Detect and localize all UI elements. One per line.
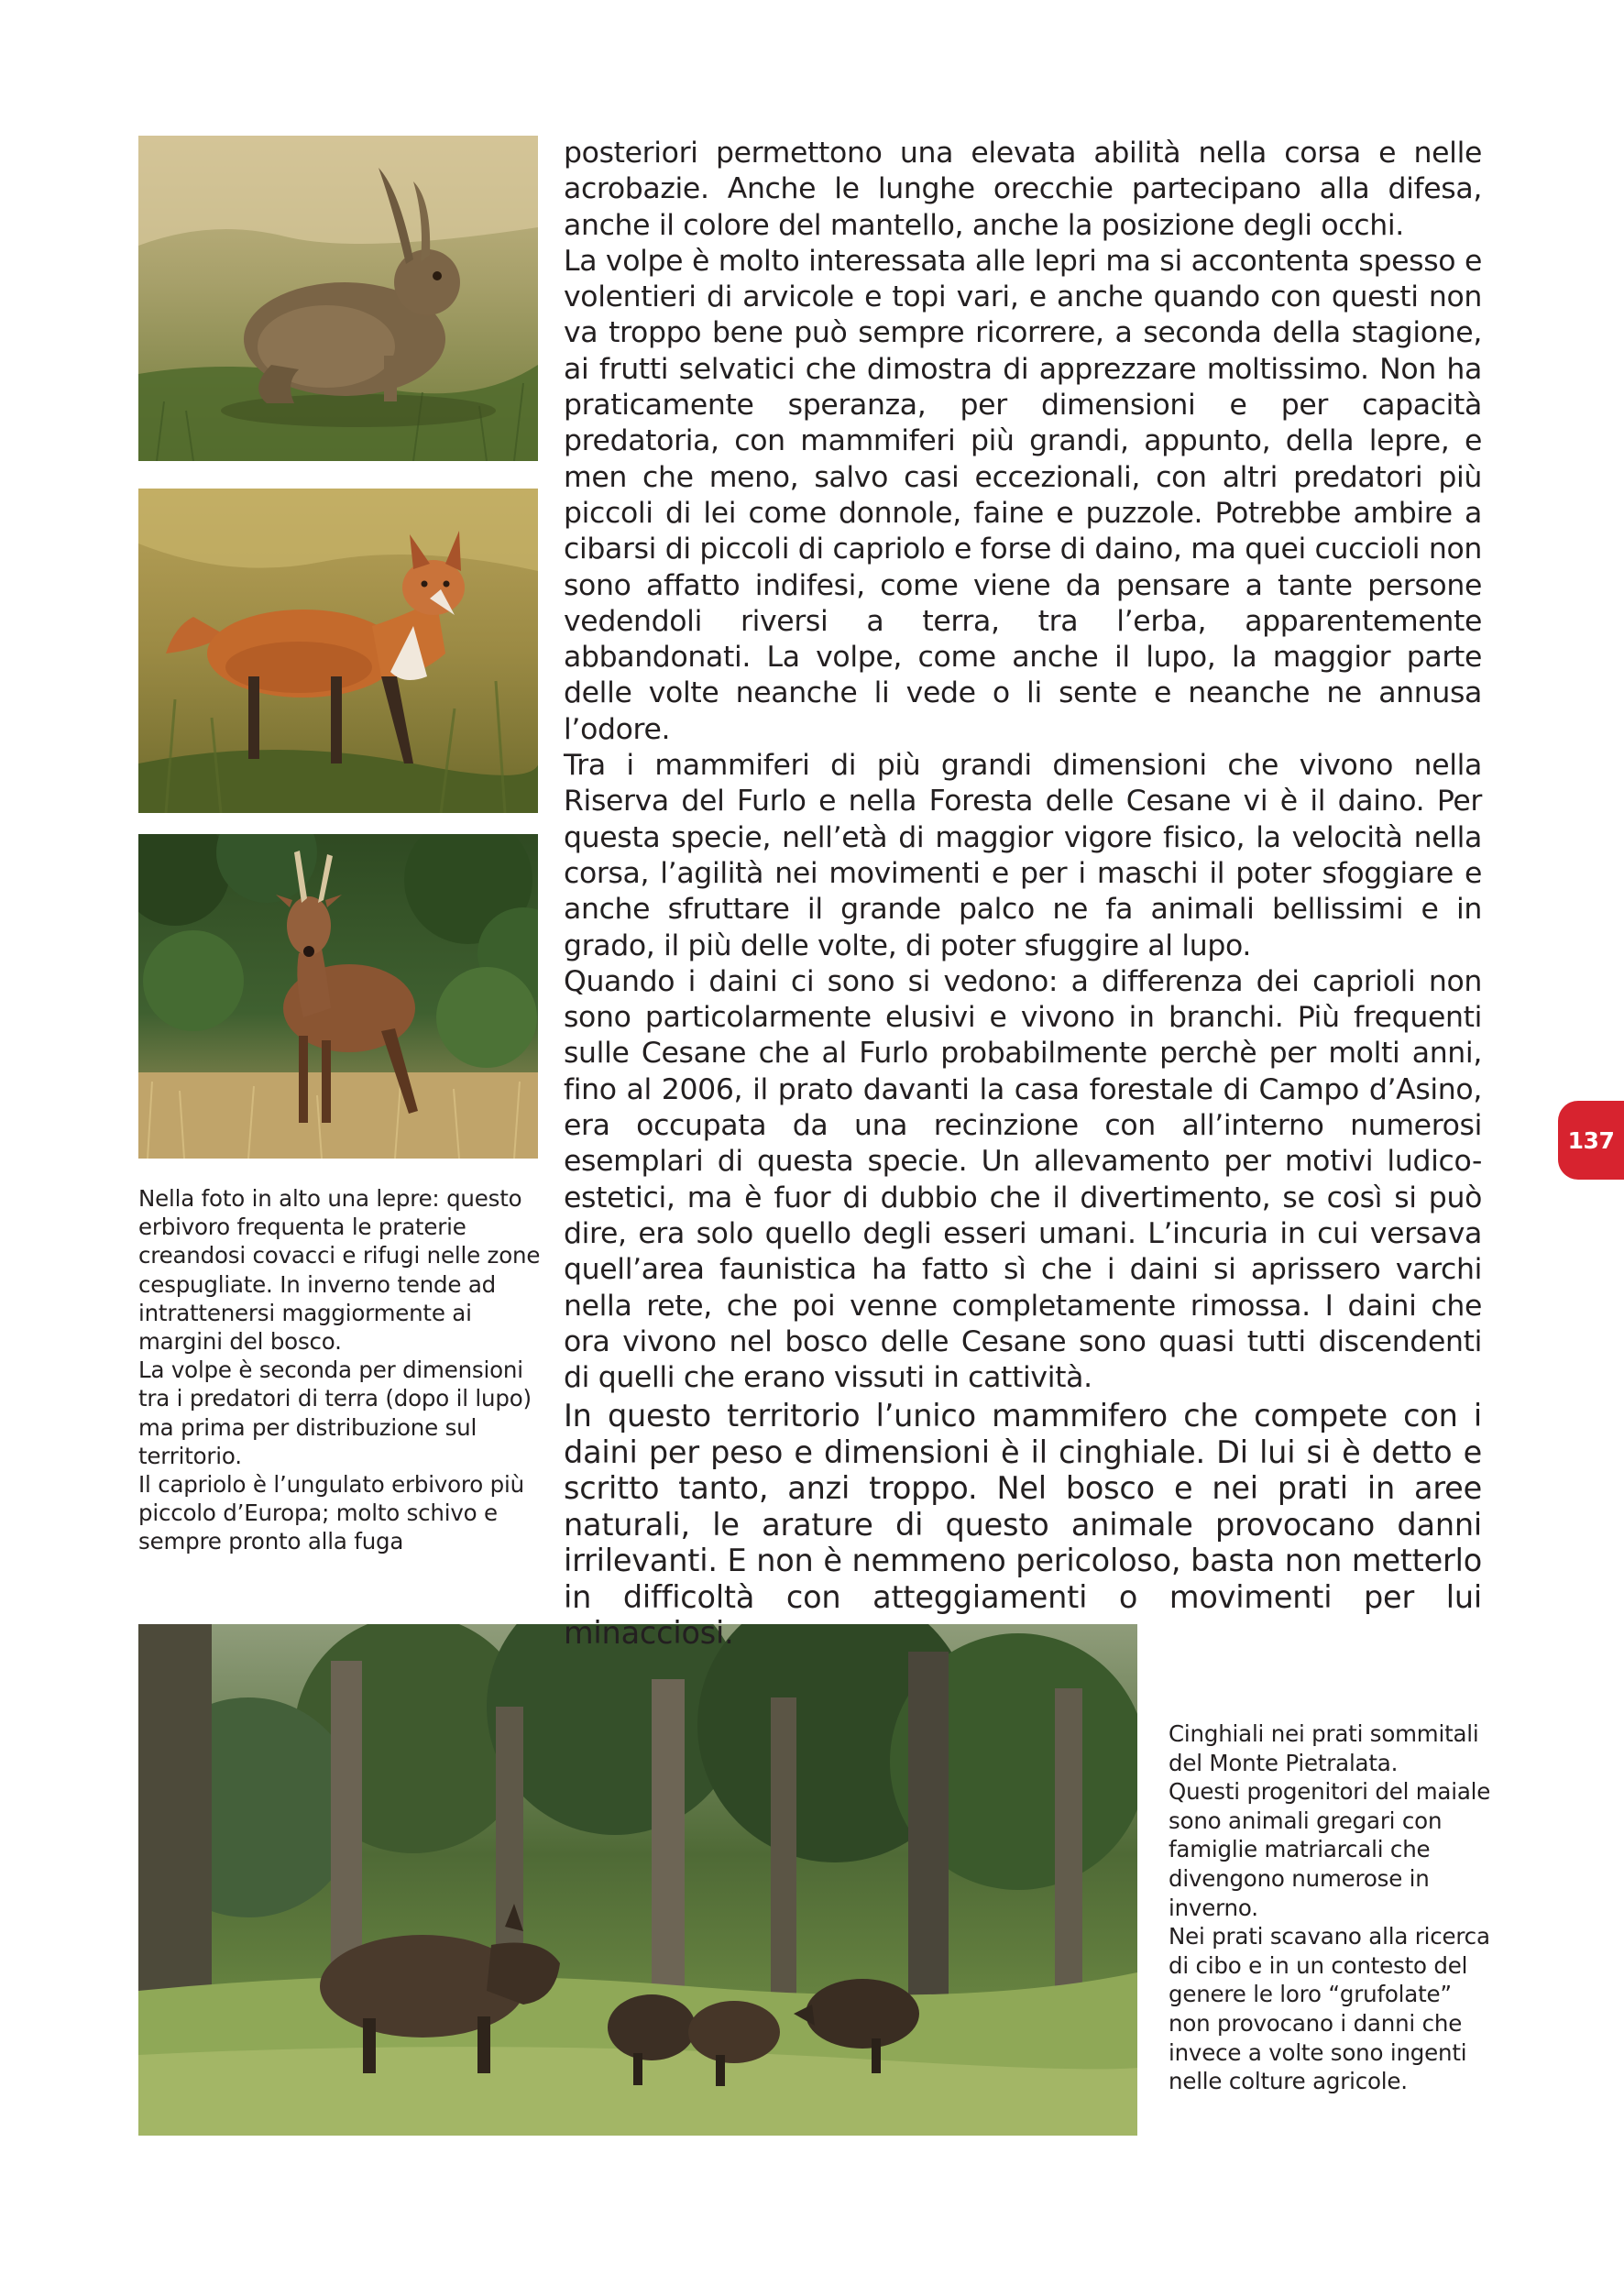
main-paragraph-5: In questo territorio l’unico mammifero che compete con i daini per peso e dimensioni è il cinghiale. Di lui si è detto e scritto tanto, anzi troppo. Nel bosco e nei prati in aree naturali, le arature di questo animale provocano danni irrilevanti. E non è nemmeno pericoloso, basta non metterlo in difficoltà con atteggiamenti o movimenti per lui minacciosi. (564, 1398, 1482, 1652)
page-number-tab (1558, 1101, 1624, 1180)
wild-boar-photo (138, 1624, 1137, 2136)
boar-photo-caption (1169, 1719, 1498, 2096)
main-paragraph-1: posteriori permettono una elevata abilità nella corsa e nelle acrobazie. Anche le lunghe orecchie partecipano alla difesa, anche il colore del mantello, anche la posizione degli occhi. (564, 137, 1482, 242)
main-paragraph-3: Tra i mammiferi di più grandi dimensioni che vivono nella Riserva del Furlo e nella Foresta delle Cesane vi è il daino. Per questa specie, nell’età di maggior vigore fisico, la velocità nella corsa, l’agilità nei movimenti e per i maschi il poter sfoggiare e anche sfruttare il grande palco ne fa animali bellissimi e in grado, il più delle volte, di poter sfuggire al lupo. (564, 749, 1482, 962)
left-photo-caption (138, 1184, 543, 1556)
caption-boar-1: Cinghiali nei prati sommitali del Monte Pietralata. (1169, 1720, 1479, 1776)
caption-hare: Nella foto in alto una lepre: questo erbivoro frequenta le praterie creandosi covacci e rifugi nelle zone cespugliate. In inverno tende ad intrattenersi maggiormente ai margini del bosco. (138, 1185, 541, 1356)
fox-photo (138, 489, 538, 813)
caption-boar-2: Questi progenitori del maiale sono animali gregari con famiglie matriarcali che divengono numerose in inverno. (1169, 1778, 1491, 1921)
caption-roe-deer: Il capriolo è l’ungulato erbivoro più piccolo d’Europa; molto schivo e sempre pronto alla fuga (138, 1471, 524, 1555)
main-paragraph-2: La volpe è molto interessata alle lepri ma si accontenta spesso e volentieri di arvicole e topi vari, e anche quando con questi non va troppo bene può sempre ricorrere, a seconda della stagione, ai frutti selvatici che dimostra di apprezzare moltissimo. Non ha praticamente speranza, per dimensioni e per capacità predatoria, con mammiferi più grandi, appunto, della lepre, e men che meno, salvo casi eccezionali, con altri predatori più piccoli di lei come donnole, faine e puzzole. Potrebbe ambire a cibarsi di piccoli di capriolo e forse di daino, ma quei cuccioli non sono affatto indifesi, come viene da pensare a tante persone vedendoli riversi a terra, tra l’erba, apparentemente abbandonati. La volpe, come anche il lupo, la maggior parte delle volte neanche li vede o li sente e neanche ne annusa l’odore. (564, 244, 1483, 746)
page-number: 137 (1567, 1126, 1615, 1154)
caption-fox: La volpe è seconda per dimensioni tra i predatori di terra (dopo il lupo) ma prima per distribuzione sul territorio. (138, 1357, 532, 1469)
roe-deer-photo (138, 834, 538, 1159)
hare-photo (138, 136, 538, 461)
main-text (564, 136, 1482, 1652)
main-paragraph-4: Quando i daini ci sono si vedono: a differenza dei caprioli non sono particolarmente elusivi e vivono in branchi. Più frequenti sulle Cesane che al Furlo probabilmente perchè per molti anni, fino al 2006, il prato davanti la casa forestale di Campo d’Asino, era occupata da una recinzione con all’interno numerosi esemplari di questa specie. Un allevamento per motivi ludico-estetici, ma è fuor di dubbio che il divertimento, se così si può dire, era solo quello degli esseri umani. L’incuria in cui versava quell’area faunistica ha fatto sì che i daini si aprissero varchi nella rete, che poi venne completamente rimossa. I daini che ora vivono nel bosco delle Cesane sono quasi tutti discendenti di quelli che erano vissuti in cattività. (564, 964, 1482, 1395)
caption-boar-3: Nei prati scavano alla ricerca di cibo e in un contesto del genere le loro “grufolate” non provocano i danni che invece a volte sono ingenti nelle colture agricole. (1169, 1923, 1490, 2095)
